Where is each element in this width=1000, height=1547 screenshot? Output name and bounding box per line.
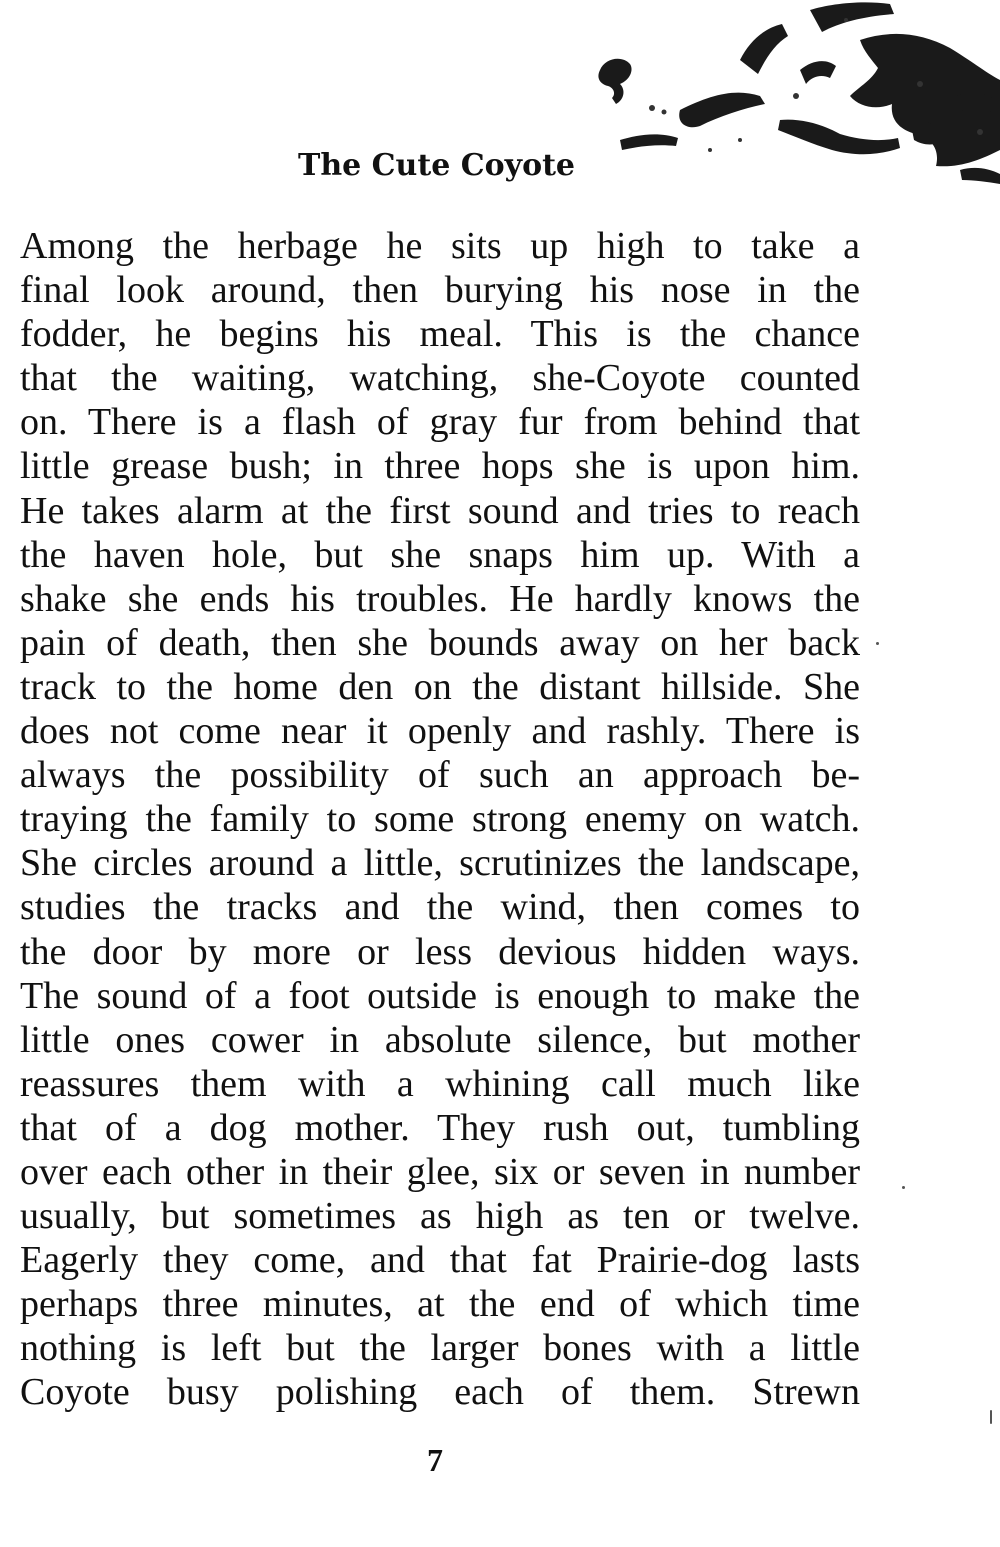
text-line: that of a dog mother. They rush out, tumbling [20, 1106, 860, 1149]
text-line: reassures them with a whining call much like [20, 1062, 860, 1105]
text-line: He takes alarm at the first sound and tries to reach [20, 489, 860, 532]
text-line: nothing is left but the larger bones with a little [20, 1327, 860, 1370]
ink-speck [990, 1410, 992, 1424]
text-line: track to the home den on the distant hillside. She [20, 665, 860, 708]
text-line: does not come near it openly and rashly. There is [20, 710, 860, 753]
text-line: always the possibility of such an approach be- [20, 754, 860, 797]
text-line: over each other in their glee, six or seven in number [20, 1150, 860, 1193]
text-line: perhaps three minutes, at the end of which time [20, 1283, 860, 1326]
text-line: Among the herbage he sits up high to take a [20, 225, 860, 267]
text-line: traying the family to some strong enemy on watch. [20, 798, 860, 841]
text-line: fodder, he begins his meal. This is the chance [20, 313, 860, 356]
text-line: studies the tracks and the wind, then comes to [20, 886, 860, 929]
text-line: pain of death, then she bounds away on her back [20, 621, 860, 664]
running-head: The Cute Coyote [298, 148, 576, 183]
text-line: little ones cower in absolute silence, but mother [20, 1018, 860, 1061]
text-line: usually, but sometimes as high as ten or twelve. [20, 1195, 860, 1238]
ink-speck [902, 1186, 905, 1189]
body-text [20, 224, 860, 1415]
text-line: little grease bush; in three hops she is upon him. [20, 445, 860, 488]
text-line: on. There is a flash of gray fur from behind that [20, 401, 860, 444]
text-line: the haven hole, but she snaps him up. With a [20, 533, 860, 576]
text-line: that the waiting, watching, she-Coyote counted [20, 357, 860, 400]
text-line: shake she ends his troubles. He hardly knows the [20, 577, 860, 620]
text-line: the door by more or less devious hidden ways. [20, 930, 860, 973]
text-line: She circles around a little, scrutinizes the landscape, [20, 842, 860, 885]
ink-speck [876, 642, 879, 645]
text-line: final look around, then burying his nose in the [20, 269, 860, 312]
text-line: Coyote busy polishing each of them. Strewn [20, 1371, 860, 1414]
text-line: The sound of a foot outside is enough to make the [20, 974, 860, 1017]
page-number: 7 [427, 1442, 443, 1478]
text-line: Eagerly they come, and that fat Prairie-dog lasts [20, 1239, 860, 1282]
coyote-sketch-icon [560, 0, 1000, 200]
